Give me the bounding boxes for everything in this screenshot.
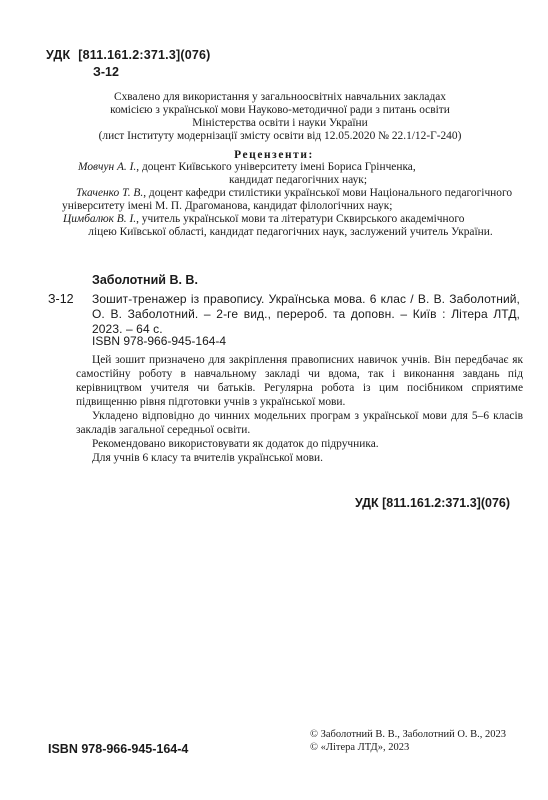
reviewer-text: , доцент кафедри стилістики української мови Національного педагогічного університету імені М. П. Драгоманова, кандидат філологічних наук;	[62, 187, 513, 212]
copyright-line: © «Літера ЛТД», 2023	[310, 742, 410, 753]
udk-code: [811.161.2:371.3](076)	[78, 48, 211, 62]
reviewer-name: Цимбалюк В. І.	[63, 213, 137, 225]
annotation-paragraph: Рекомендовано використовувати як додаток до підручника.	[92, 438, 379, 450]
reviewer-text: , доцент Київського університету імені Бориса Грінченка,	[136, 161, 416, 173]
udk-footer: УДК [811.161.2:371.3](076)	[355, 496, 511, 510]
reviewer-entry	[48, 213, 518, 239]
reviewer-entry	[48, 161, 518, 187]
copyright-block	[310, 728, 506, 754]
reviewers-heading: Рецензенти:	[234, 149, 314, 161]
reviewer-entry	[48, 187, 518, 213]
reviewer-text-cont: кандидат педагогічних наук;	[229, 174, 367, 186]
approval-statement	[62, 91, 498, 143]
reviewer-text-cont: ліцею Київської області, кандидат педагогічних наук, заслужений учитель України.	[88, 226, 493, 238]
udk-header	[46, 48, 211, 62]
reviewers-list	[48, 161, 518, 239]
annotation-paragraph: Укладено відповідно до чинних модельних програм з української мови для 5–6 класів закладів загальної середньої освіти.	[76, 410, 523, 436]
udk-label: УДК	[46, 48, 71, 62]
annotation	[76, 353, 523, 465]
author-mark-mid: З-12	[48, 292, 74, 306]
approval-line: (лист Інституту модернізації змісту освіти від 12.05.2020 № 22.1/12-Г-240)	[98, 130, 462, 142]
approval-line: Міністерства освіти і науки України	[192, 117, 368, 129]
isbn-footer: ISBN 978-966-945-164-4	[48, 742, 189, 756]
reviewer-name: Мовчун А. І.	[78, 161, 137, 173]
author-heading: Заболотний В. В.	[92, 273, 198, 287]
reviewer-text: , учитель української мови та літератури Сквирського академічного	[136, 213, 465, 225]
author-mark-top: З-12	[93, 65, 119, 79]
bibliographic-description: Зошит-тренажер із правопису. Українська мова. 6 клас / В. В. Заболотний, О. В. Заболотний. – 2-ге вид., перероб. та доповн. – Київ : Літера ЛТД, 2023. – 64 с.	[92, 292, 520, 336]
annotation-paragraph: Для учнів 6 класу та вчителів української мови.	[92, 452, 323, 464]
approval-line: Схвалено для використання у загальноосвітніх навчальних закладах	[114, 91, 446, 103]
reviewer-name: Ткаченко Т. В.	[76, 187, 144, 199]
copyright-line: © Заболотний В. В., Заболотний О. В., 2023	[310, 729, 507, 740]
annotation-paragraph: Цей зошит призначено для закріплення правописних навичок учнів. Він передбачає як самостійну роботу в навчальному закладі чи вдома, так і виконання завдань під керівництвом учителя чи батьків. Регулярна робота із цим посібником сприятиме підвищенню рівня підготовки учнів з української мови.	[76, 354, 523, 408]
approval-line: комісією з української мови Науково-методичної ради з питань освіти	[110, 104, 450, 116]
isbn-mid: ISBN 978-966-945-164-4	[92, 334, 227, 348]
